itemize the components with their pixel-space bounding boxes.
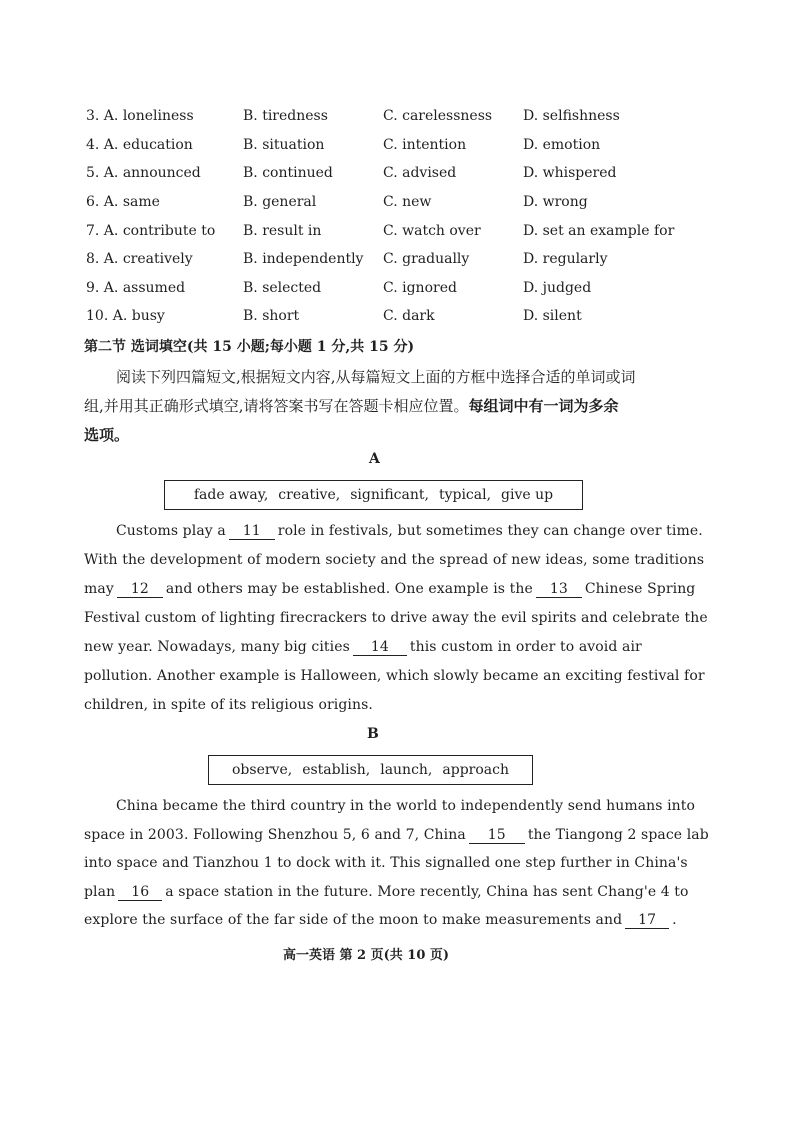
option-d-q9: D. judged <box>523 280 592 296</box>
passage-text: Chinese Spring <box>584 581 696 597</box>
option-c-q9: C. ignored <box>383 280 457 296</box>
word-box-b-item: observe, <box>232 762 293 778</box>
passage-a-letter: A <box>369 451 380 467</box>
option-d-q6: D. wrong <box>523 194 588 210</box>
option-d-q10: D. silent <box>523 308 582 324</box>
passage-b-word-box <box>208 755 533 785</box>
passage-text: plan <box>84 884 116 900</box>
option-b-q7: B. result in <box>243 223 322 239</box>
option-d-q4: D. emotion <box>523 137 601 153</box>
passage-b-line-4 <box>84 884 689 901</box>
option-c-q3: C. carelessness <box>383 108 493 124</box>
passage-a-word-box <box>164 480 583 510</box>
option-a-q5: 5. A. announced <box>86 165 201 181</box>
passage-b-letter: B <box>367 726 379 742</box>
option-a-q8: 8. A. creatively <box>86 251 193 267</box>
option-c-q10: C. dark <box>383 308 435 324</box>
passage-b-line-1: China became the third country in the world to independently send humans into <box>116 798 696 814</box>
passage-text: Customs play a <box>116 523 226 539</box>
word-box-a-item: significant, <box>350 487 429 503</box>
option-c-q6: C. new <box>383 194 432 210</box>
passage-text: . <box>672 912 677 928</box>
instructions-line-2-bold: 每组词中有一词为多余 <box>468 397 619 415</box>
option-b-q6: B. general <box>243 194 317 210</box>
option-a-q3: 3. A. loneliness <box>86 108 194 124</box>
option-b-q3: B. tiredness <box>243 108 328 124</box>
passage-a-line-5 <box>84 639 642 656</box>
passage-a-line-7: children, in spite of its religious origins. <box>84 697 373 713</box>
option-d-q3: D. selfishness <box>523 108 620 124</box>
word-box-b-item: launch, <box>380 762 433 778</box>
passage-a-line-4: Festival custom of lighting firecrackers to drive away the evil spirits and celebrate the <box>84 610 708 626</box>
passage-b-line-5 <box>84 912 677 929</box>
instructions-line-2-text: 组,并用其正确形式填空,请将答案书写在答题卡相应位置。 <box>84 397 469 415</box>
option-a-q6: 6. A. same <box>86 194 160 210</box>
section-heading: 第二节 选词填空(共 15 小题;每小题 1 分,共 15 分) <box>84 339 415 355</box>
blank-13: 13 <box>536 581 582 598</box>
word-box-a-item: fade away, <box>193 487 269 503</box>
page-footer: 高一英语 第 2 页(共 10 页) <box>283 948 450 963</box>
word-box-a-item: typical, <box>438 487 492 503</box>
option-d-q7: D. set an example for <box>523 223 675 239</box>
blank-16: 16 <box>118 884 162 901</box>
passage-text: new year. Nowadays, many big cities <box>84 639 350 655</box>
passage-text: space in 2003. Following Shenzhou 5, 6 and 7, China <box>84 827 466 843</box>
blank-11: 11 <box>229 523 275 540</box>
passage-text: a space station in the future. More recently, China has sent Chang'e 4 to <box>165 884 689 900</box>
option-b-q8: B. independently <box>243 251 364 267</box>
option-a-q4: 4. A. education <box>86 137 193 153</box>
passage-a-line-3 <box>84 581 695 598</box>
passage-text: the Tiangong 2 space lab <box>527 827 709 843</box>
option-c-q5: C. advised <box>383 165 457 181</box>
passage-text: explore the surface of the far side of the moon to make measurements and <box>84 912 623 928</box>
option-b-q10: B. short <box>243 308 300 324</box>
passage-a-line-2: With the development of modern society and the spread of new ideas, some traditions <box>84 552 705 568</box>
option-b-q4: B. situation <box>243 137 325 153</box>
blank-12: 12 <box>117 581 163 598</box>
word-box-b-item: approach <box>442 762 509 778</box>
passage-a-line-1 <box>116 523 703 540</box>
instructions-line-3: 选项。 <box>84 426 130 444</box>
instructions-line-2 <box>84 395 619 416</box>
passage-b-line-3: into space and Tianzhou 1 to dock with it. This signalled one step further in China's <box>84 855 688 871</box>
passage-a-line-6: pollution. Another example is Halloween, which slowly became an exciting festival for <box>84 668 705 684</box>
passage-text: this custom in order to avoid air <box>409 639 642 655</box>
passage-b-line-2 <box>84 827 709 844</box>
option-a-q7: 7. A. contribute to <box>86 223 216 239</box>
option-a-q10: 10. A. busy <box>86 308 165 324</box>
passage-text: role in festivals, but sometimes they can change over time. <box>277 523 703 539</box>
blank-15: 15 <box>469 827 525 844</box>
blank-17: 17 <box>625 912 669 929</box>
blank-14: 14 <box>353 639 407 656</box>
option-c-q4: C. intention <box>383 137 467 153</box>
option-c-q7: C. watch over <box>383 223 481 239</box>
option-b-q5: B. continued <box>243 165 333 181</box>
option-b-q9: B. selected <box>243 280 322 296</box>
word-box-a-item: give up <box>501 487 554 503</box>
passage-text: may <box>84 581 114 597</box>
option-c-q8: C. gradually <box>383 251 470 267</box>
word-box-a-item: creative, <box>278 487 341 503</box>
option-d-q5: D. whispered <box>523 165 617 181</box>
option-a-q9: 9. A. assumed <box>86 280 186 296</box>
option-d-q8: D. regularly <box>523 251 608 267</box>
word-box-b-item: establish, <box>302 762 371 778</box>
passage-text: and others may be established. One example is the <box>165 581 533 597</box>
instructions-line-1: 阅读下列四篇短文,根据短文内容,从每篇短文上面的方框中选择合适的单词或词 <box>116 368 636 386</box>
